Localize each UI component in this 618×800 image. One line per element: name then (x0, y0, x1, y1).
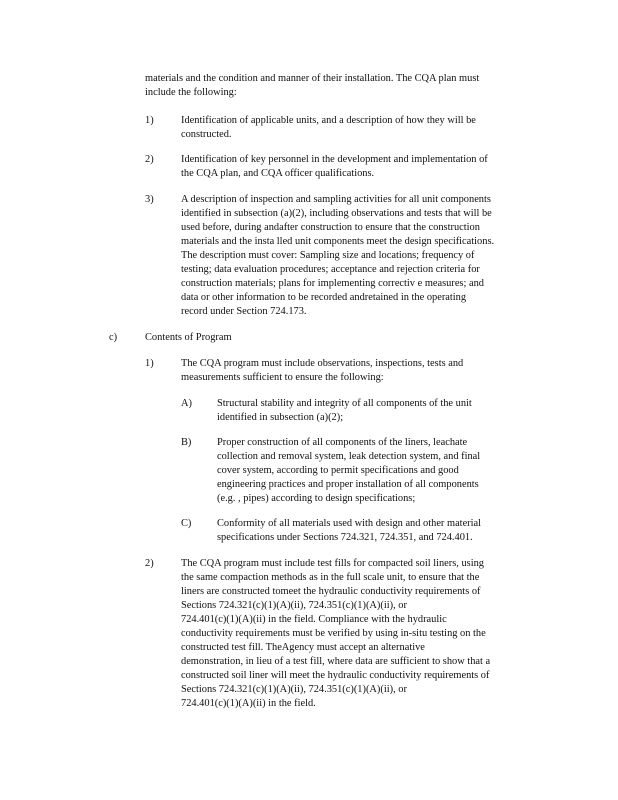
section-label: c) (109, 332, 118, 343)
text-line: constructed. (181, 129, 232, 140)
text-line: identified in subsection (a)(2); (217, 412, 344, 423)
text-line: The CQA program must include observations, inspections, tests and (181, 358, 464, 369)
text-line: testing; data evaluation procedures; acceptance and rejection criteria for (181, 264, 480, 275)
program-item-2 (181, 557, 546, 711)
text-line: measurements sufficient to ensure the following: (181, 372, 384, 383)
text-line: constructed soil liner will meet the hydraulic conductivity requirements of (181, 670, 490, 681)
text-line: cover system, according to permit specifications and good (217, 465, 459, 476)
text-line: Proper construction of all components of the liners, leachate (217, 437, 468, 448)
text-line: 724.401(c)(1)(A)(ii) in the field. (181, 698, 316, 709)
text-line: collection and removal system, leak detection system, and final (217, 451, 481, 462)
text-line: Identification of key personnel in the development and implementation of (181, 154, 488, 165)
text-line: Conformity of all materials used with design and other material (217, 518, 482, 529)
text-line: used before, during andafter construction to ensure that the construction (181, 222, 480, 233)
text-line: Sections 724.321(c)(1)(A)(ii), 724.351(c)(1)(A)(ii), or (181, 684, 407, 695)
list-label: 2) (145, 154, 154, 165)
text-line: include the following: (145, 87, 237, 98)
text-line: record under Section 724.173. (181, 306, 307, 317)
text-line: Structural stability and integrity of all components of the unit (217, 398, 472, 409)
subitem-a (217, 397, 547, 425)
list-label: 1) (145, 358, 154, 369)
section-heading: Contents of Program (145, 332, 232, 343)
text-line: A description of inspection and sampling activities for all unit components (181, 194, 491, 205)
text-line: liners are constructed tomeet the hydraulic conductivity requirements of (181, 586, 481, 597)
sublist-label: A) (181, 398, 192, 409)
text-line: engineering practices and proper installation of all components (217, 479, 479, 490)
text-line: identified in subsection (a)(2), including observations and tests that will be (181, 208, 492, 219)
list-label: 1) (145, 115, 154, 126)
subitem-c (217, 517, 547, 545)
text-line: demonstration, in lieu of a test fill, where data are sufficient to show that a (181, 656, 491, 667)
sublist-label: B) (181, 437, 192, 448)
text-line: constructed test fill. TheAgency must accept an alternative (181, 642, 425, 653)
plan-item-1 (181, 114, 546, 142)
plan-item-2 (181, 153, 546, 181)
program-item-1 (181, 357, 546, 385)
text-line: specifications under Sections 724.321, 724.351, and 724.401. (217, 532, 473, 543)
text-line: the same compaction methods as in the full scale unit, to ensure that the (181, 572, 480, 583)
text-line: 724.401(c)(1)(A)(ii) in the field. Compliance with the hydraulic (181, 614, 447, 625)
text-line: materials and the insta lled unit components meet the design specifications. (181, 236, 495, 247)
intro-paragraph (145, 72, 545, 100)
text-line: The description must cover: Sampling size and locations; frequency of (181, 250, 475, 261)
text-line: The CQA program must include test fills for compacted soil liners, using (181, 558, 485, 569)
list-label: 2) (145, 558, 154, 569)
subitem-b (217, 436, 547, 506)
text-line: Identification of applicable units, and a description of how they will be (181, 115, 476, 126)
text-line: conductivity requirements must be verified by using in-situ testing on the (181, 628, 486, 639)
text-line: materials and the condition and manner of their installation. The CQA plan must (145, 73, 480, 84)
text-line: construction materials; plans for implementing correctiv e measures; and (181, 278, 484, 289)
text-line: (e.g. , pipes) according to design specifications; (217, 493, 416, 504)
text-line: the CQA plan, and CQA officer qualifications. (181, 168, 375, 179)
plan-item-3 (181, 193, 546, 319)
text-line: data or other information to be recorded andretained in the operating (181, 292, 467, 303)
text-line: Sections 724.321(c)(1)(A)(ii), 724.351(c)(1)(A)(ii), or (181, 600, 407, 611)
sublist-label: C) (181, 518, 192, 529)
list-label: 3) (145, 194, 154, 205)
